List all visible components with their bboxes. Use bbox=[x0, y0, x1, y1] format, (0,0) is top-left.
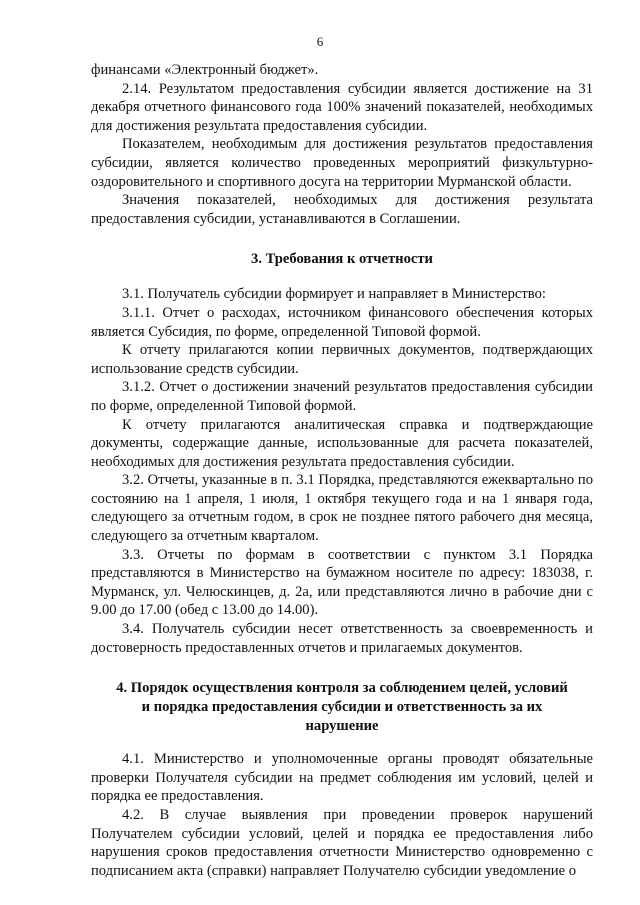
paragraph: К отчету прилагаются копии первичных документов, подтверждающих использование средств субсидии. bbox=[91, 342, 593, 377]
document-body bbox=[91, 61, 593, 880]
paragraph: К отчету прилагаются аналитическая справка и подтверждающие документы, содержащие данные, использованные для расчета показателей, необходимых для достижения результата предоставления субсидии. bbox=[91, 416, 593, 470]
paragraph: 4.1. Министерство и уполномоченные органы проводят обязательные проверки Получателя субсидии на предмет соблюдения им условий, целей и порядка ее предоставления. bbox=[91, 751, 593, 805]
paragraph: 4.2. В случае выявления при проведении проверок нарушений Получателем субсидии условий, целей и порядка ее предоставления либо нарушения сроков предоставления отчетности Министерство одновременно с подписанием акта (справки) направляет Получателю субсидии уведомление о bbox=[91, 807, 593, 879]
paragraph: 3.1.2. Отчет о достижении значений результатов предоставления субсидии по форме, определенной Типовой формой. bbox=[91, 379, 593, 414]
paragraph: 2.14. Результатом предоставления субсидии является достижение на 31 декабря отчетного финансового года 100% значений показателей, необходимых для достижения результата предоставления субсидии. bbox=[91, 80, 593, 134]
section-3-heading: 3. Требования к отчетности bbox=[251, 251, 433, 268]
page-number: 6 bbox=[316, 34, 324, 49]
paragraph: 3.2. Отчеты, указанные в п. 3.1 Порядка, представляются ежеквартально по состоянию на 1 апреля, 1 июля, 1 октября текущего года и на 1 января года, следующего за отчетным годом, в срок не позднее пятого рабочего дня месяца, следующего за отчетным кварталом. bbox=[91, 472, 593, 545]
paragraph: 3.3. Отчеты по формам в соответствии с пунктом 3.1 Порядка представляются в Министерство на бумажном носителе по адресу: 183038, г. Мурманск, ул. Челюскинцев, д. 2а, или представляются лично в рабочие дни с 9.00 до 17.00 (обед с 13.00 до 14.00). bbox=[91, 546, 593, 619]
paragraph: 3.1.1. Отчет о расходах, источником финансового обеспечения которых является Субсидия, по форме, определенной Типовой формой. bbox=[91, 304, 593, 340]
paragraph: 3.1. Получатель субсидии формирует и направляет в Министерство: bbox=[122, 286, 546, 303]
paragraph: Показателем, необходимым для достижения результатов предоставления субсидии, является количество проведенных мероприятий физкультурно-оздоровительного и спортивного досуга на территории Мурманской области. bbox=[91, 136, 593, 190]
section-4-heading: 4. Порядок осуществления контроля за соблюдением целей, условий и порядка предоставления субсидии и ответственность за их нарушение bbox=[116, 680, 568, 735]
paragraph: финансами «Электронный бюджет». bbox=[91, 62, 319, 78]
paragraph: Значения показателей, необходимых для достижения результата предоставления субсидии, устанавливаются в Соглашении. bbox=[91, 192, 593, 227]
paragraph: 3.4. Получатель субсидии несет ответственность за своевременность и достоверность предоставленных отчетов и прилагаемых документов. bbox=[91, 621, 593, 656]
